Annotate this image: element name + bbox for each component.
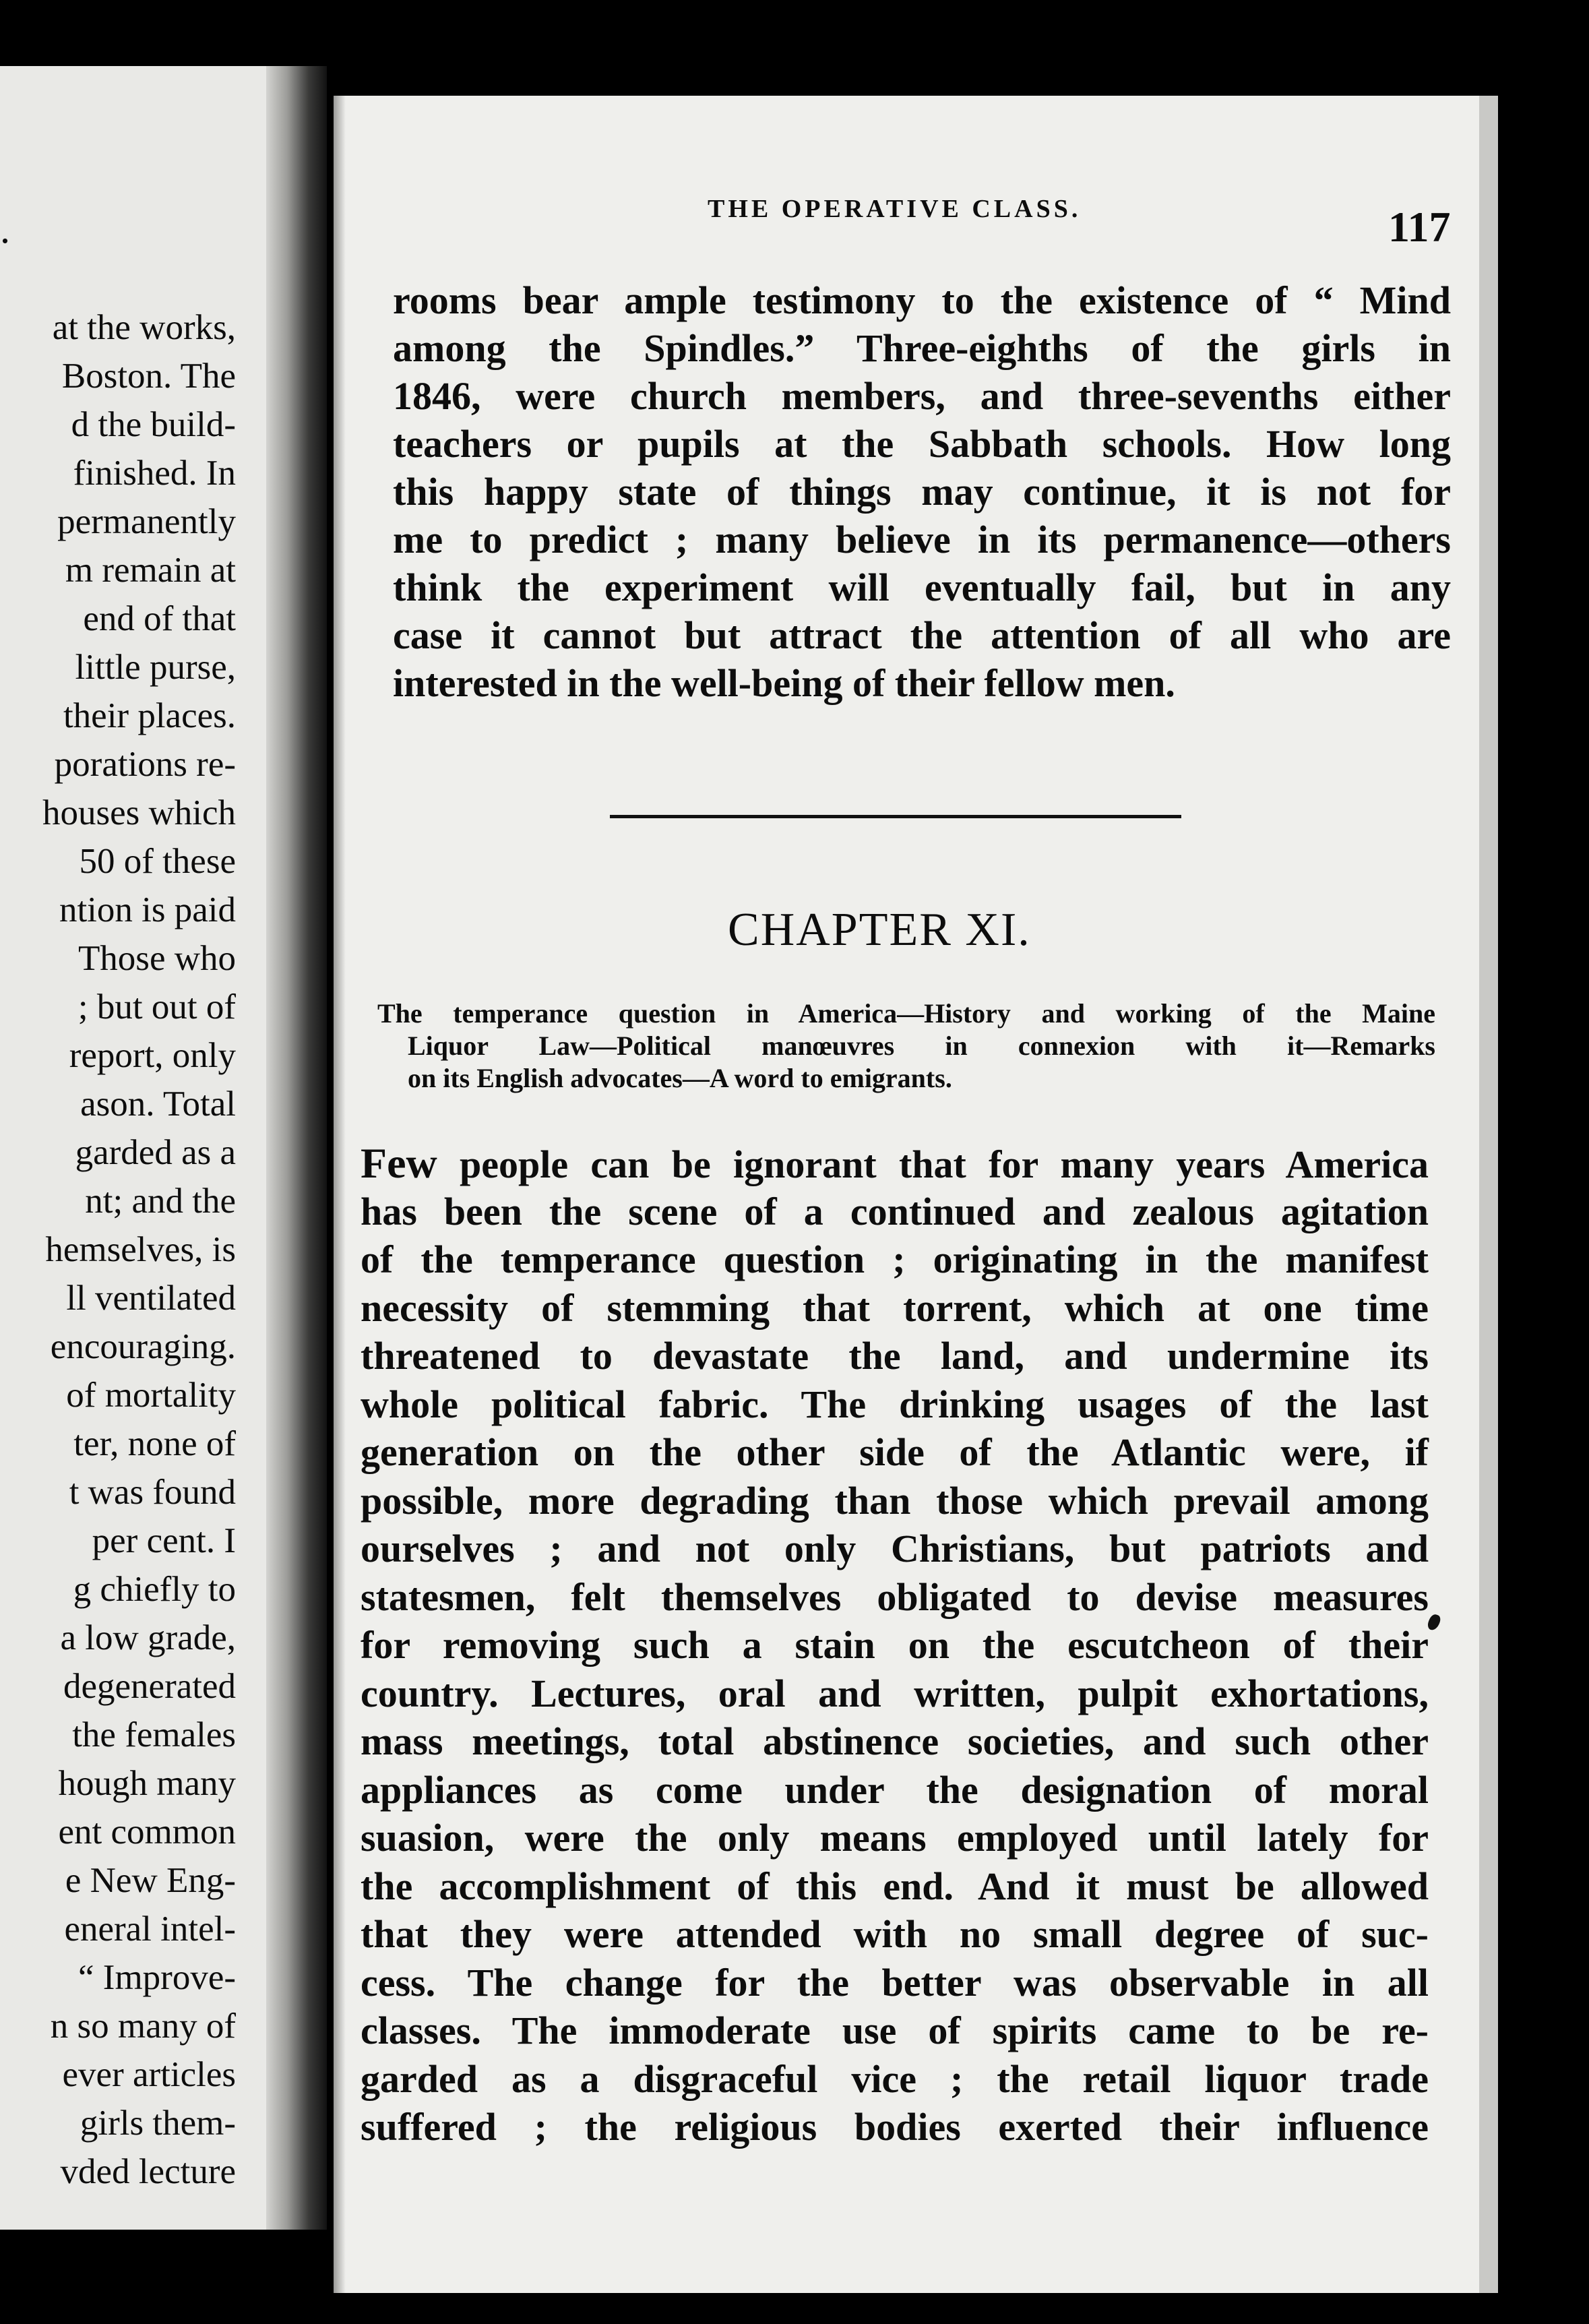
running-header: THE OPERATIVE CLASS. xyxy=(708,195,1082,223)
text-line: teachers or pupils at the Sabbath schools. How long xyxy=(393,422,1451,466)
text-line: houses which xyxy=(42,793,236,832)
chapter-summary xyxy=(377,998,1435,1095)
text-line: nt; and the xyxy=(85,1182,236,1221)
text-line: n so many of xyxy=(50,2007,236,2046)
text-line: this happy state of things may continue, it is not for xyxy=(393,470,1451,514)
text-line: whole political fabric. The drinking usages of the last xyxy=(361,1382,1429,1426)
chapter-body xyxy=(361,1139,1429,2151)
text-line: encouraging. xyxy=(50,1327,236,1366)
text-line: ll ventilated xyxy=(66,1279,236,1318)
text-line: 1846, were church members, and three-sevenths either xyxy=(393,374,1451,418)
text-line: mass meetings, total abstinence societies, and such other xyxy=(361,1719,1429,1763)
text-line: eneral intel- xyxy=(64,1909,236,1949)
text-line: their places. xyxy=(63,696,236,735)
text-line: ter, none of xyxy=(73,1424,236,1463)
text-line: suffered ; the religious bodies exerted their influence xyxy=(361,2105,1429,2149)
continued-paragraph xyxy=(393,276,1451,707)
text-line: Those who xyxy=(77,939,236,978)
text-line: for removing such a stain on the escutcheon of their xyxy=(361,1623,1429,1667)
text-line: m remain at xyxy=(65,551,236,590)
text-line: threatened to devastate the land, and undermine its xyxy=(361,1334,1429,1378)
text-line: interested in the well-being of their fellow men. xyxy=(393,661,1175,705)
text-line: has been the scene of a continued and zealous agitation xyxy=(361,1189,1429,1233)
text-line: “ Improve- xyxy=(78,1958,236,1997)
text-line: that they were attended with no small degree of suc- xyxy=(361,1912,1429,1956)
text-line: rooms bear ample testimony to the existence of “ Mind xyxy=(393,278,1451,322)
text-line: ; but out of xyxy=(77,987,236,1027)
text-line: little purse, xyxy=(75,648,236,687)
text-line: cess. The change for the better was observable in all xyxy=(361,1960,1429,2005)
text-line: a low grade, xyxy=(60,1618,236,1657)
text-line xyxy=(361,1139,1429,1188)
text-line: ntion is paid xyxy=(59,890,236,929)
text-line: of mortality xyxy=(66,1376,236,1415)
text-line: t was found xyxy=(69,1473,236,1512)
text-line: g chiefly to xyxy=(73,1570,236,1609)
text-line: the accomplishment of this end. And it must be allowed xyxy=(361,1864,1429,1908)
text-line: country. Lectures, oral and written, pulpit exhortations, xyxy=(361,1671,1429,1715)
text-line: at the works, xyxy=(52,308,236,347)
text-line: possible, more degrading than those which prevail among xyxy=(361,1478,1429,1523)
text-line: ourselves ; and not only Christians, but patriots and xyxy=(361,1527,1429,1570)
text-line: garded as a xyxy=(75,1133,236,1172)
text-line: suasion, were the only means employed until lately for xyxy=(361,1816,1429,1860)
text-line: me to predict ; many believe in its permanence—others xyxy=(393,518,1451,561)
text-line-rest: people can be ignorant that for many years America xyxy=(437,1142,1429,1186)
page-number: 117 xyxy=(1388,203,1451,251)
text-line: porations re- xyxy=(54,745,236,784)
text-line: girls them- xyxy=(80,2104,236,2143)
summary-line: The temperance question in America—History and working of the Maine xyxy=(377,998,1435,1029)
text-line: the females xyxy=(72,1715,236,1754)
page-right-margin xyxy=(1479,96,1498,2293)
summary-line: on its English advocates—A word to emigrants. xyxy=(408,1063,952,1093)
left-page xyxy=(0,66,266,2230)
text-line: classes. The immoderate use of spirits came to be re- xyxy=(361,2009,1429,2052)
text-line: ason. Total xyxy=(80,1084,236,1124)
book-gutter xyxy=(266,66,327,2230)
text-line: hemselves, is xyxy=(45,1230,236,1269)
stray-mark: . xyxy=(0,207,10,251)
page-edge-shadow xyxy=(334,96,346,2293)
text-line: end of that xyxy=(83,599,236,638)
text-line: finished. In xyxy=(73,454,236,493)
text-line: of the temperance question ; originating in the manifest xyxy=(361,1237,1429,1281)
text-line: d the build- xyxy=(71,405,236,444)
chapter-title: CHAPTER XI. xyxy=(728,904,1031,956)
text-line: 50 of these xyxy=(79,842,236,881)
text-line: permanently xyxy=(57,502,236,541)
summary-line: Liquor Law—Political manœuvres in connexion with it—Remarks xyxy=(408,1031,1435,1061)
text-line: case it cannot but attract the attention of all who are xyxy=(393,613,1451,657)
text-line: e New Eng- xyxy=(65,1861,236,1900)
text-line: per cent. I xyxy=(92,1521,236,1560)
text-line: degenerated xyxy=(63,1667,236,1706)
text-line: necessity of stemming that torrent, which at one time xyxy=(361,1285,1429,1330)
text-line: among the Spindles.” Three-eighths of the girls in xyxy=(393,326,1451,370)
text-line: garded as a disgraceful vice ; the retail liquor trade xyxy=(361,2056,1429,2101)
text-line: report, only xyxy=(69,1036,236,1075)
text-line: hough many xyxy=(58,1764,236,1803)
text-line: appliances as come under the designation of moral xyxy=(361,1767,1429,1812)
section-divider xyxy=(610,815,1181,818)
text-line: ent common xyxy=(58,1812,236,1852)
text-line: statesmen, felt themselves obligated to devise measures xyxy=(361,1574,1429,1619)
left-page-text xyxy=(0,303,236,2196)
text-line: ever articles xyxy=(62,2055,236,2094)
text-line: generation on the other side of the Atlantic were, if xyxy=(361,1430,1429,1474)
opening-word: Few xyxy=(361,1139,437,1187)
text-line: Boston. The xyxy=(61,357,236,396)
text-line: think the experiment will eventually fail, but in any xyxy=(393,565,1451,609)
text-line: vded lecture xyxy=(60,2152,236,2191)
